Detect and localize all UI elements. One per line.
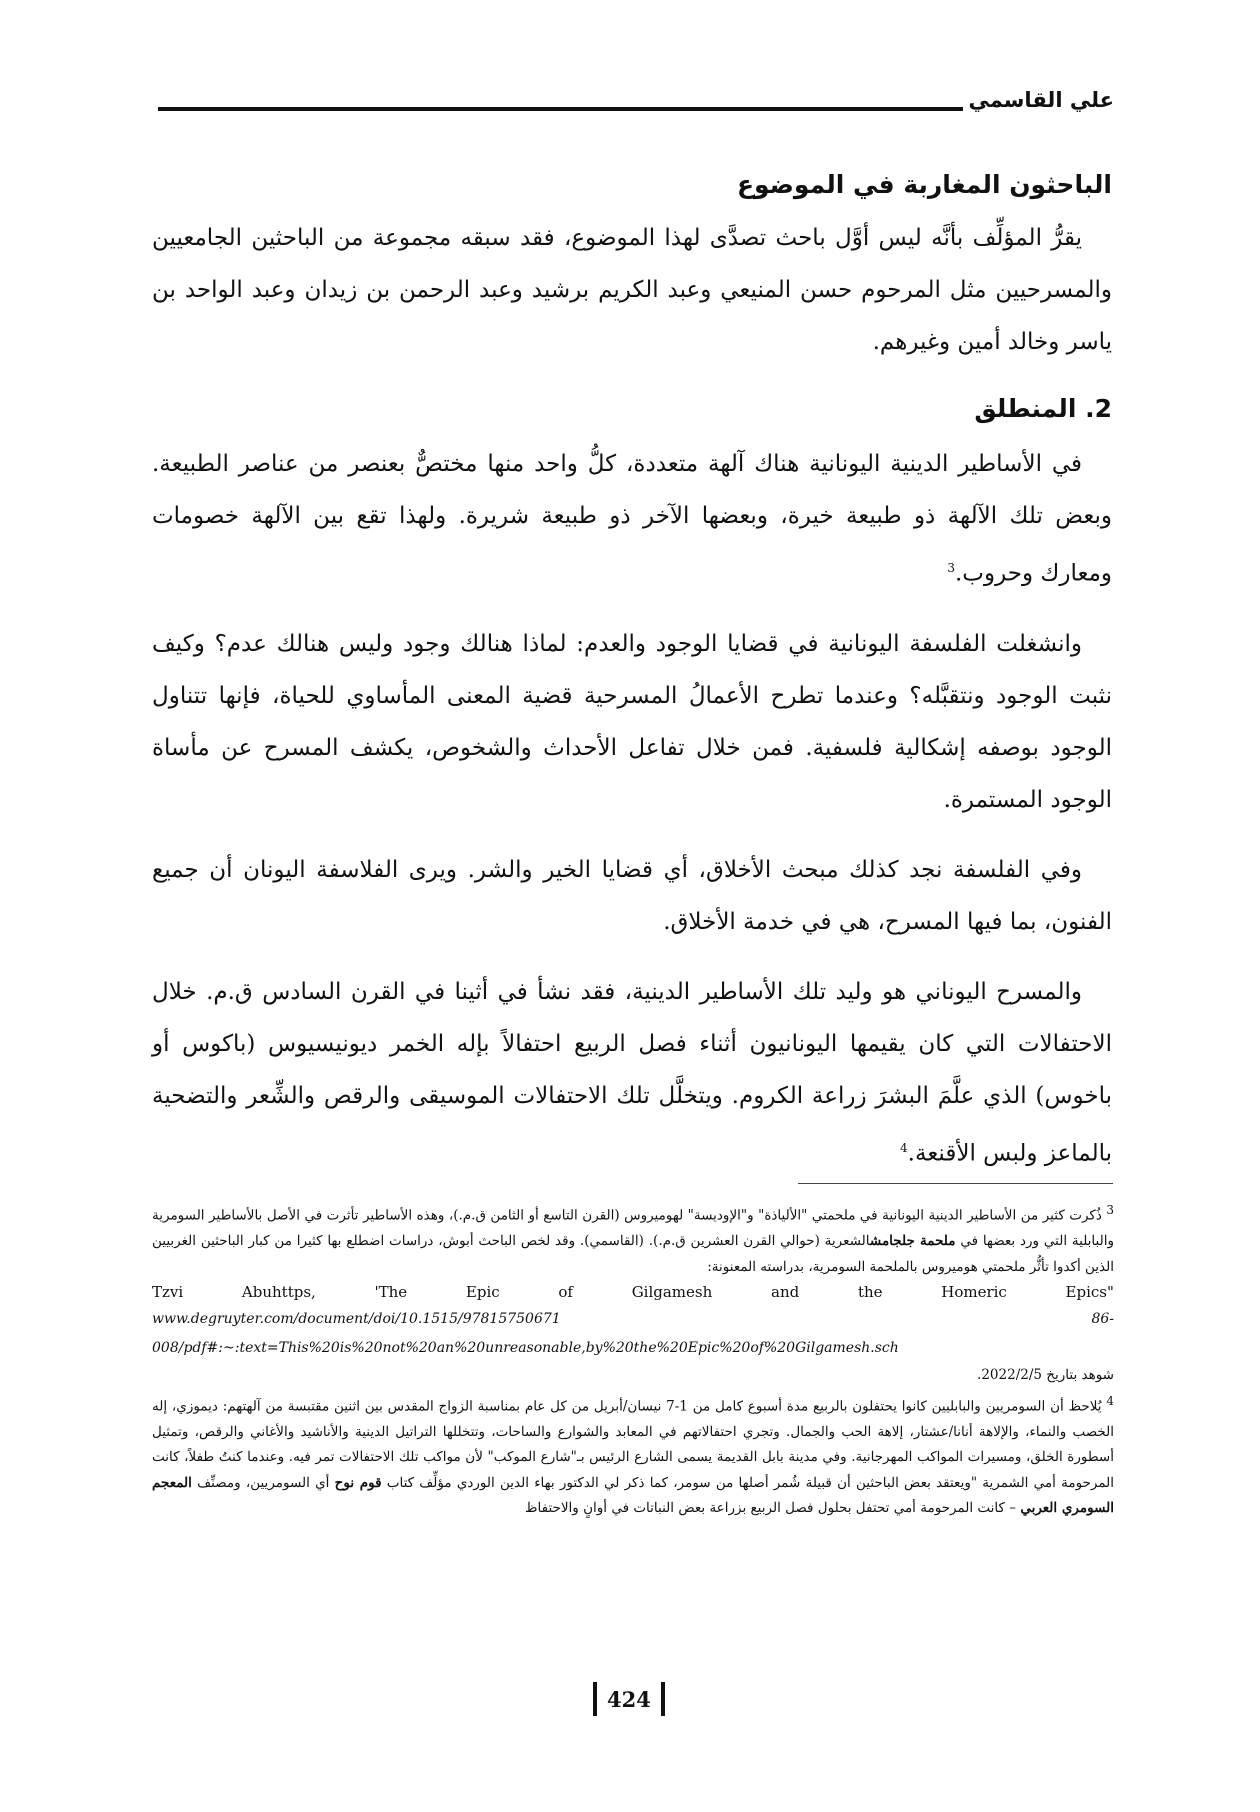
footnotes bbox=[152, 1198, 1114, 1522]
cite-word: Abuhttps, bbox=[241, 1283, 316, 1301]
footnote-4-bold-2: المعجم السومري العربي bbox=[152, 1474, 1114, 1516]
cite-word: the bbox=[857, 1283, 883, 1301]
paragraph-4 bbox=[152, 844, 1112, 948]
footnote-3-text-a: ذُكرت كثير من الأساطير الدينية اليونانية في ملحمتي "الألياذة" و"الإوديسة" لهوميروس (القرن التاسع أو الثامن ق.م.)، وهذه الأساطير تأثرت في الأصل بالأساطير السومرية والبابلية التي ورد بعضها في bbox=[152, 1207, 1114, 1249]
cite-word: Epics" bbox=[1065, 1283, 1114, 1301]
paragraph-1-text: يقرُّ المؤلِّف بأنَّه ليس أوَّل باحث تصدَّى لهذا الموضوع، فقد سبقه مجموعة من الباحثين الجامعيين والمسرحيين مثل المرحوم حسن المنيعي وعبد الكريم برشيد وعبد الرحمن بن زيدان وعبد الواحد بن ياسر وخالد أمين وغيرهم. bbox=[152, 225, 1112, 355]
footnote-3 bbox=[152, 1198, 1114, 1280]
footnote-3-bold: ملحمة جلجامش bbox=[869, 1233, 956, 1249]
page-number-block bbox=[593, 1682, 665, 1716]
footnote-4-text-a: يُلاحظ أن السومريين والبابليين كانوا يحتفلون بالربيع مدة أسبوع كامل من 1-7 نيسان/أبريل من كل عام بمناسبة الزواج المقدس بين اثنين مقتبسة من آلهتهم: ديموزي، إله الخصب والنماء، والإلاهة أنانا/عشتار، إلاهة الحب والجمال. وتجري احتفالاتهم في المعابد والشوارع والساحات، وتتخللها التراتيل الدينية والأناشيد والأغاني والرقص، وتمثيل أسطورة الخلق، ومسيرات المواكب المهرجانية. وفي مدينة بابل القديمة يسمى الشارع الرئيس بـ"شارع الموكب" لأن مواكب تلك الاحتفالات تمر فيه. وعندما كنتُ طفلاً، كانت المرحومة أمي الشمرية "ويعتقد بعض الباحثين أن قبيلة شُمر أصلها من سومر، كما ذكر لي الدكتور بهاء الدين الوردي مؤلِّف كتاب bbox=[152, 1398, 1115, 1491]
footnote-4-number: 4 bbox=[1106, 1393, 1114, 1408]
cite-word: Homeric bbox=[941, 1283, 1007, 1301]
footnote-4-text-c: – كانت المرحومة أمي تحتفل بحلول فصل الربيع بزراعة بعض النباتات في أوانٍ والاحتفاظ bbox=[525, 1500, 1017, 1516]
paragraph-3 bbox=[152, 618, 1112, 826]
section-heading-2: 2. المنطلق bbox=[974, 394, 1112, 423]
cite-word: 'The bbox=[374, 1283, 408, 1301]
paragraph-5-text: والمسرح اليوناني هو وليد تلك الأساطير الدينية، فقد نشأ في أثينا في القرن السادس ق.م. خلال الاحتفالات التي كان يقيمها اليونانيون أثناء فصل الربيع احتفالاً بإله الخمر ديونيسيوس (باكوس أو باخوس) الذي علَّمَ البشرَ زراعة الكروم. ويتخلَّل تلك الاحتفالات الموسيقى والرقص والشِّعر والتضحية بالماعز ولبس الأقنعة. bbox=[152, 978, 1112, 1167]
paragraph-5 bbox=[152, 966, 1112, 1180]
footnote-ref-3[interactable]: 3 bbox=[947, 561, 955, 575]
footnote-3-url-1[interactable]: www.degruyter.com/document/doi/10.1515/97815750671 bbox=[152, 1311, 561, 1327]
footnote-3-text-b: الشعرية (حوالي القرن العشرين ق.م.). (القاسمي). وقد لخص الباحث أبوش، دراسات اضطلع بها كثيرا من كبار الباحثين الغربيين الذين أكدوا تأثُّر ملحمتي هوميروس بالملحمة السومرية، بدراسته المعنونة: bbox=[152, 1233, 1114, 1275]
paragraph-4-text: وفي الفلسفة نجد كذلك مبحث الأخلاق، أي قضايا الخير والشر. ويرى الفلاسفة اليونان أن جميع الفنون، بما فيها المسرح، هي في خدمة الأخلاق. bbox=[152, 856, 1112, 935]
paragraph-2 bbox=[152, 438, 1112, 600]
footnote-3-url-2[interactable]: 008/pdf#:~:text=This%20is%20not%20an%20unreasonable,by%20the%20Epic%20of%20Gilgamesh.sch bbox=[152, 1340, 899, 1356]
footnote-4-text-b: أي السومريين، ومصنِّف bbox=[197, 1474, 330, 1491]
header-rule bbox=[158, 107, 963, 111]
footnote-3-url-line-2 bbox=[152, 1334, 1114, 1363]
main-text bbox=[152, 162, 1112, 1197]
page-number-bar-left bbox=[593, 1682, 597, 1716]
footnote-3-url-line-1 bbox=[152, 1305, 1114, 1334]
section-heading: الباحثون المغاربة في الموضوع bbox=[736, 170, 1112, 199]
footnote-3-citation bbox=[152, 1280, 1114, 1305]
footnote-3-seen-date: شوهد بتاريخ 2022/2/5. bbox=[977, 1367, 1114, 1383]
paragraph-3-text: وانشغلت الفلسفة اليونانية في قضايا الوجود والعدم: لماذا هنالك وجود وليس هنالك عدم؟ وكيف نثبت الوجود ونتقبَّله؟ وعندما تطرح الأعمالُ المسرحية قضية المعنى المأساوي للحياة، فإنها تتناول الوجود بوصفه إشكالية فلسفية. فمن خلال تفاعل الأحداث والشخوص، يكشف المسرح عن مأساة الوجود المستمرة. bbox=[152, 630, 1112, 813]
cite-word: Gilgamesh bbox=[631, 1283, 713, 1301]
footnote-ref-4[interactable]: 4 bbox=[900, 1140, 908, 1155]
running-head-author: علي القاسمي bbox=[968, 88, 1114, 112]
footnote-4 bbox=[152, 1389, 1114, 1522]
cite-word: and bbox=[771, 1283, 800, 1301]
footnote-3-number: 3 bbox=[1106, 1203, 1114, 1217]
footnote-4-bold-1: قوم نوح bbox=[334, 1474, 382, 1491]
page-number: 424 bbox=[607, 1686, 651, 1712]
paragraph-2-text: في الأساطير الدينية اليونانية هناك آلهة متعددة، كلُّ واحد منها مختصٌّ بعنصر من عناصر الطبيعة. وبعض تلك الآلهة ذو طبيعة خيرة، وبعضها الآخر ذو طبيعة شريرة. ولهذا تقع بين الآلهة خصومات ومعارك وحروب. bbox=[152, 451, 1112, 587]
paragraph-1 bbox=[152, 212, 1112, 368]
cite-word: Epic bbox=[465, 1283, 500, 1301]
cite-word: of bbox=[558, 1283, 573, 1301]
cite-word: Tzvi bbox=[152, 1283, 184, 1301]
footnote-3-url-1-end: 86- bbox=[1091, 1311, 1114, 1327]
footnote-rule bbox=[798, 1183, 1113, 1184]
page-number-bar-right bbox=[661, 1682, 665, 1716]
